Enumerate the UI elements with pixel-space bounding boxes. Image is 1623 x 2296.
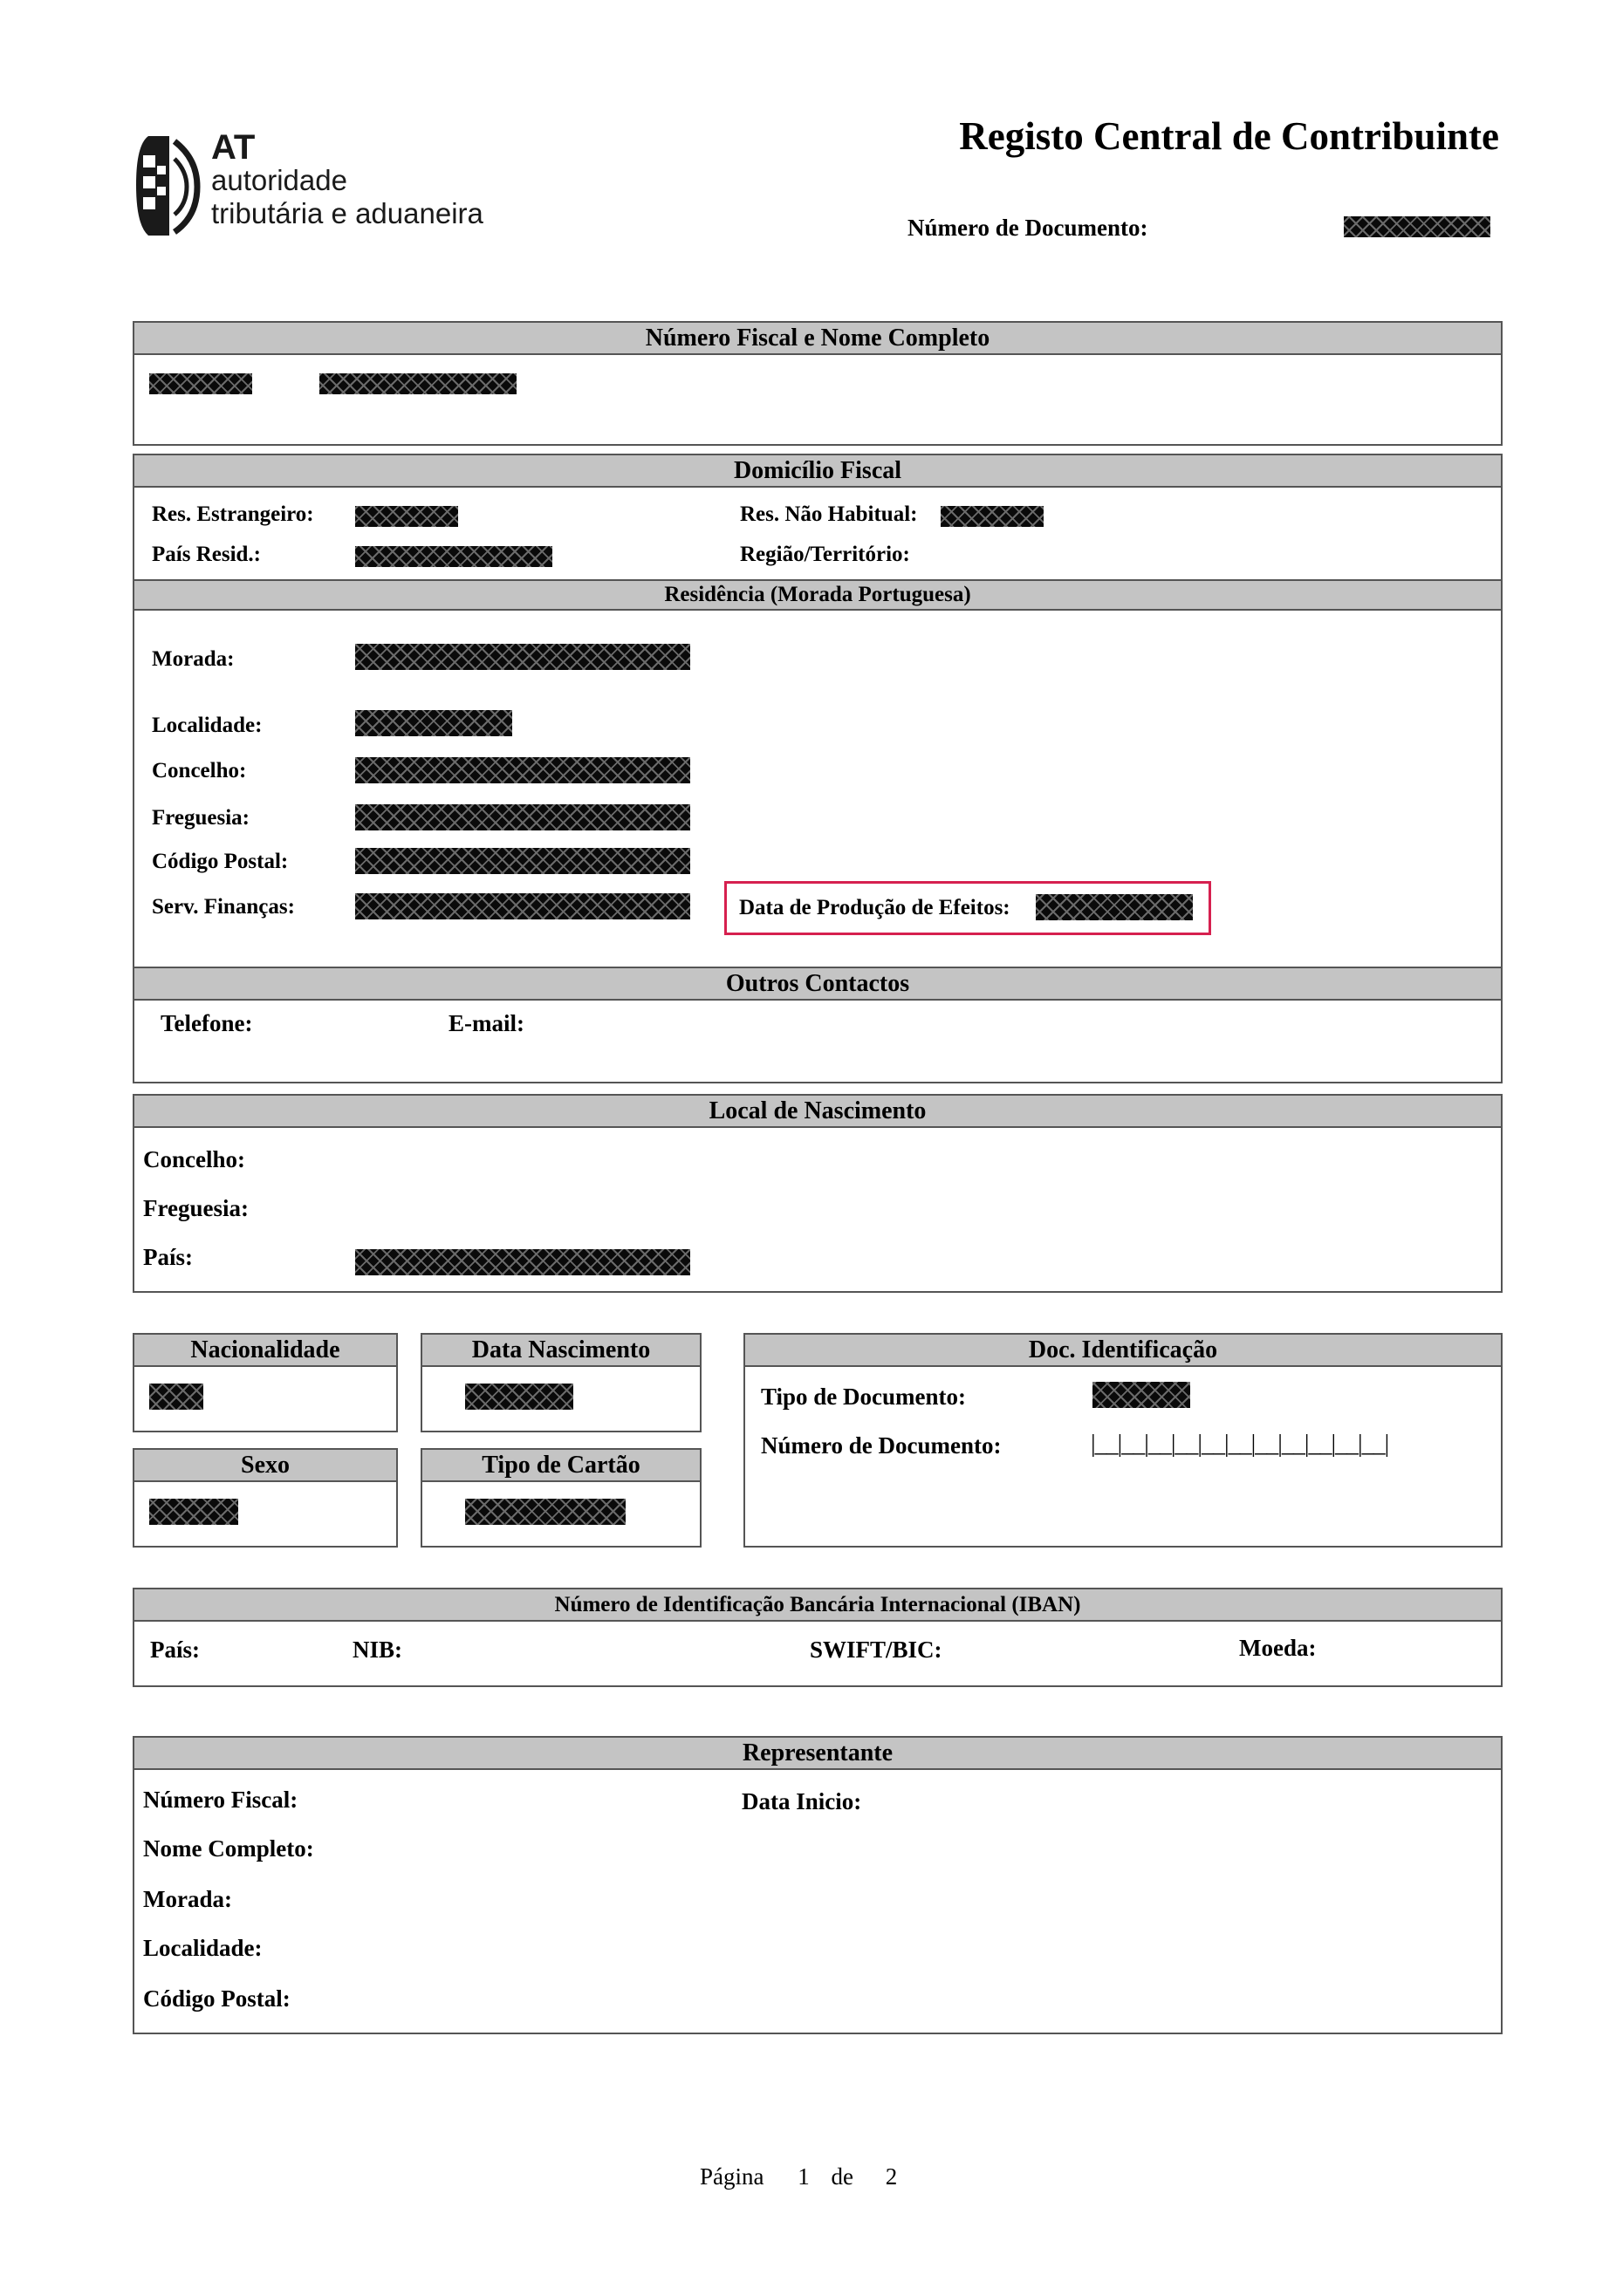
nasc-pais-label: País: [143, 1244, 193, 1270]
localidade-label: Localidade: [152, 714, 263, 737]
doc-numero-boxes: |__|__|__|__|__|__|__|__|__|__|__| [1091, 1431, 1389, 1458]
sexo-redacted [149, 1499, 238, 1525]
concelho-redacted [355, 757, 690, 783]
iban-nib-label: NIB: [353, 1637, 403, 1663]
domicilio-header: Domicílio Fiscal [134, 455, 1501, 488]
res-nao-habitual-label: Res. Não Habitual: [740, 502, 918, 526]
logo-line1: autoridade [211, 164, 347, 196]
freguesia-redacted [355, 804, 690, 830]
contactos-section [133, 967, 1503, 1083]
nacionalidade-redacted [149, 1384, 203, 1410]
codigo-postal-label: Código Postal: [152, 850, 289, 873]
doc-tipo-redacted [1092, 1382, 1190, 1408]
rep-codigo-postal-label: Código Postal: [143, 1985, 291, 2012]
tipo-cartao-redacted [465, 1499, 626, 1525]
email-label: E-mail: [449, 1010, 524, 1036]
nasc-concelho-label: Concelho: [143, 1146, 245, 1172]
logo-at: AT [211, 128, 256, 167]
residencia-header: Residência (Morada Portuguesa) [134, 579, 1501, 611]
nasc-pais-redacted [355, 1249, 690, 1275]
pais-resid-label: País Resid.: [152, 543, 261, 566]
contactos-header: Outros Contactos [134, 968, 1501, 1001]
res-nao-habitual-redacted [941, 506, 1044, 527]
res-estrangeiro-label: Res. Estrangeiro: [152, 502, 314, 526]
rep-nome-label: Nome Completo: [143, 1835, 314, 1862]
page-footer [700, 2163, 897, 2190]
pais-resid-redacted [355, 546, 552, 567]
fiscal-number-redacted [149, 373, 252, 394]
nascimento-header: Local de Nascimento [134, 1096, 1501, 1128]
iban-header: Número de Identificação Bancária Internacional (IBAN) [134, 1589, 1501, 1622]
serv-financas-label: Serv. Finanças: [152, 895, 295, 919]
doc-numero-label: Número de Documento: [761, 1432, 1002, 1459]
data-producao-label: Data de Produção de Efeitos: [739, 896, 1010, 919]
freguesia-label: Freguesia: [152, 806, 250, 830]
footer-de: de [831, 2163, 853, 2190]
full-name-redacted [319, 373, 517, 394]
codigo-postal-redacted [355, 848, 690, 874]
logo-line2: tributária e aduaneira [211, 197, 483, 229]
localidade-redacted [355, 710, 512, 736]
serv-financas-redacted [355, 893, 690, 919]
footer-current: 1 [798, 2163, 810, 2190]
representante-section [133, 1736, 1503, 2034]
fiscal-header: Número Fiscal e Nome Completo [134, 323, 1501, 355]
domicilio-section [133, 454, 1503, 968]
footer-pagina: Página [700, 2163, 764, 2190]
data-nascimento-section [421, 1333, 702, 1432]
data-nascimento-redacted [465, 1384, 573, 1410]
rep-morada-label: Morada: [143, 1886, 232, 1912]
data-producao-highlight [724, 881, 1211, 935]
tipo-cartao-section [421, 1448, 702, 1548]
rep-data-inicio-label: Data Inicio: [742, 1788, 862, 1814]
portuguese-shield-icon [131, 133, 202, 239]
regiao-label: Região/Território: [740, 543, 910, 566]
iban-swift-label: SWIFT/BIC: [810, 1637, 942, 1663]
nasc-freguesia-label: Freguesia: [143, 1195, 249, 1221]
iban-moeda-label: Moeda: [1239, 1635, 1317, 1661]
tipo-cartao-header: Tipo de Cartão [422, 1450, 700, 1482]
sexo-section [133, 1448, 398, 1548]
doc-id-section [743, 1333, 1503, 1548]
doc-number-redacted [1344, 216, 1490, 237]
sexo-header: Sexo [134, 1450, 396, 1482]
iban-pais-label: País: [150, 1637, 200, 1663]
doc-tipo-label: Tipo de Documento: [761, 1384, 967, 1410]
nacionalidade-section [133, 1333, 398, 1432]
telefone-label: Telefone: [161, 1010, 253, 1036]
concelho-label: Concelho: [152, 759, 247, 782]
doc-id-header: Doc. Identificação [745, 1335, 1501, 1367]
morada-label: Morada: [152, 647, 235, 671]
nascimento-section [133, 1094, 1503, 1293]
representante-header: Representante [134, 1738, 1501, 1770]
rep-numero-fiscal-label: Número Fiscal: [143, 1787, 298, 1813]
page-title: Registo Central de Contribuinte [959, 114, 1499, 158]
morada-redacted [355, 644, 690, 670]
doc-number-label: Número de Documento: [907, 215, 1148, 241]
footer-total: 2 [885, 2163, 898, 2190]
res-estrangeiro-redacted [355, 506, 458, 527]
at-logo [131, 129, 515, 243]
rep-localidade-label: Localidade: [143, 1935, 263, 1961]
data-nascimento-header: Data Nascimento [422, 1335, 700, 1367]
nacionalidade-header: Nacionalidade [134, 1335, 396, 1367]
iban-section [133, 1588, 1503, 1687]
data-producao-redacted [1036, 894, 1193, 920]
fiscal-section [133, 321, 1503, 446]
